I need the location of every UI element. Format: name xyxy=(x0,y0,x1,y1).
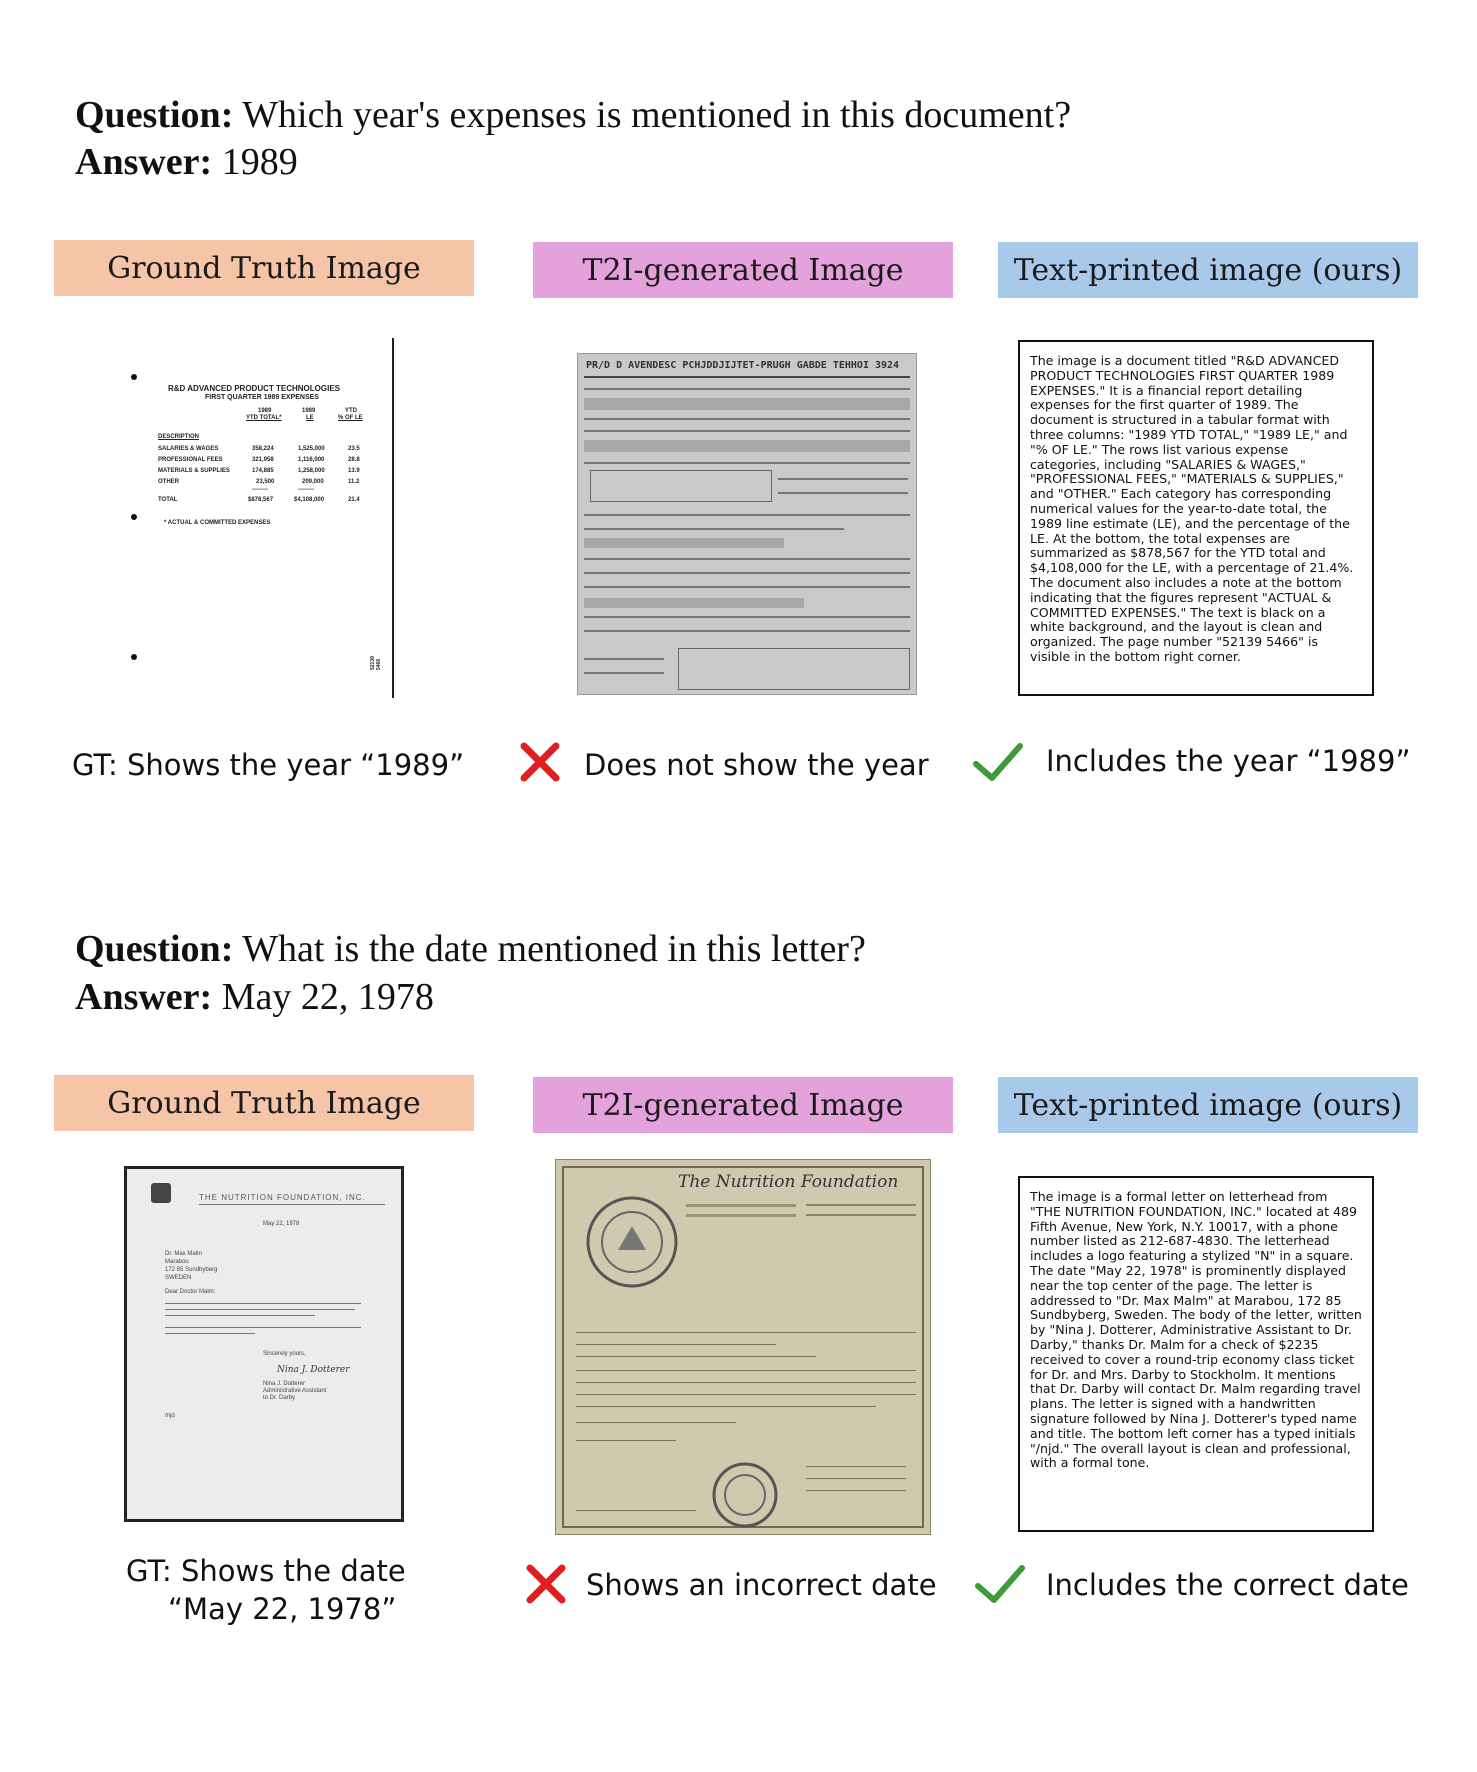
dashes: -------- xyxy=(252,487,268,493)
header-t2i: T2I-generated Image xyxy=(533,1077,953,1133)
question-label: Question: xyxy=(75,94,234,136)
rule xyxy=(576,1332,916,1333)
total-le: $4,108,000 xyxy=(294,497,325,503)
total-name: TOTAL xyxy=(158,497,178,503)
rule xyxy=(584,672,664,674)
page-number: 52139 5466 xyxy=(370,656,382,670)
t2i-letter-image xyxy=(555,1159,931,1535)
rule xyxy=(584,418,910,420)
rule xyxy=(576,1394,916,1395)
punch-hole xyxy=(131,514,137,520)
caption-t2i: Does not show the year xyxy=(584,748,929,782)
body-text-line xyxy=(165,1309,355,1310)
signer-title: Administrative Assistant xyxy=(263,1388,327,1394)
closing: Sincerely yours, xyxy=(263,1351,306,1357)
header-ours: Text-printed image (ours) xyxy=(998,242,1418,298)
row-le: 1,116,000 xyxy=(298,457,325,463)
document-edge xyxy=(392,338,394,698)
seal-icon xyxy=(710,1460,780,1530)
description-header: DESCRIPTION xyxy=(158,434,200,440)
caption-ours: Includes the correct date xyxy=(1046,1568,1409,1602)
rule xyxy=(686,1204,796,1207)
rule xyxy=(584,514,910,516)
row-name: MATERIALS & SUPPLIES xyxy=(158,468,230,474)
rule xyxy=(584,630,910,632)
shaded-row xyxy=(584,538,784,548)
address-line: 172 85 Sundbyberg xyxy=(165,1267,218,1273)
rule xyxy=(576,1356,816,1357)
total-pct: 21.4 xyxy=(348,497,360,503)
body-text-line xyxy=(165,1303,361,1304)
punch-hole xyxy=(131,654,137,660)
body-text-line xyxy=(165,1315,315,1316)
address-line: Marabou xyxy=(165,1259,189,1265)
rule xyxy=(584,462,910,464)
answer-text: 1989 xyxy=(221,141,298,183)
rule xyxy=(584,616,910,618)
caption-ours: Includes the year “1989” xyxy=(1046,744,1411,778)
gt-document-image xyxy=(126,336,394,702)
rule xyxy=(584,572,910,574)
col-header: YTD TOTAL* xyxy=(246,415,282,421)
body-text-line xyxy=(165,1327,361,1328)
footnote: * ACTUAL & COMMITTED EXPENSES xyxy=(164,520,271,526)
row-ytd: 174,885 xyxy=(252,468,274,474)
rule xyxy=(584,430,910,432)
col-header: 1989 xyxy=(302,408,316,414)
dashes: -------- xyxy=(298,487,314,493)
rule xyxy=(576,1344,776,1345)
signer-title: to Dr. Darby xyxy=(263,1395,296,1401)
question-1 xyxy=(75,92,1071,138)
rule xyxy=(576,1440,676,1441)
t2i-garbled-title: PR/D D AVENDESC PCHJDDJIJTET-PRUGH GABDE TEHHOI 3924 xyxy=(586,360,900,371)
signature: Nina J. Dotterer xyxy=(277,1365,350,1375)
punch-hole xyxy=(131,374,137,380)
rule xyxy=(806,1466,906,1467)
rule xyxy=(806,1490,906,1491)
caption-gt-date: “May 22, 1978” xyxy=(168,1592,397,1626)
caption-t2i: Shows an incorrect date xyxy=(586,1568,937,1602)
rule xyxy=(584,558,910,560)
header-t2i: T2I-generated Image xyxy=(533,242,953,298)
letterhead: THE NUTRITION FOUNDATION, INC. xyxy=(199,1193,366,1202)
col-header: YTD xyxy=(345,408,357,414)
body-text-line xyxy=(165,1333,255,1334)
gt-letter-image xyxy=(124,1166,404,1522)
answer-label: Answer: xyxy=(75,141,213,183)
col-header: 1989 xyxy=(258,408,272,414)
question-2 xyxy=(75,926,866,972)
rule xyxy=(576,1370,916,1371)
cross-icon xyxy=(516,738,564,786)
rule xyxy=(806,1204,916,1206)
question-text: Which year's expenses is mentioned in this document? xyxy=(242,94,1072,136)
rule xyxy=(778,478,908,480)
shaded-row xyxy=(584,398,910,410)
row-ytd: 358,224 xyxy=(252,446,274,452)
row-le: 209,000 xyxy=(302,479,324,485)
rule xyxy=(806,1478,906,1479)
header-ground-truth: Ground Truth Image xyxy=(54,240,474,296)
row-ytd: 23,500 xyxy=(256,479,275,485)
total-ytd: $878,567 xyxy=(248,497,274,503)
header-ground-truth: Ground Truth Image xyxy=(54,1075,474,1131)
rule xyxy=(806,1214,916,1216)
header-ours: Text-printed image (ours) xyxy=(998,1077,1418,1133)
address-line: Dr. Max Malm xyxy=(165,1251,203,1257)
doc-subtitle: FIRST QUARTER 1989 EXPENSES xyxy=(205,394,319,401)
row-le: 1,525,000 xyxy=(298,446,325,452)
doc-title: R&D ADVANCED PRODUCT TECHNOLOGIES xyxy=(168,384,341,393)
answer-1 xyxy=(75,139,298,185)
check-icon xyxy=(972,1560,1028,1608)
rule xyxy=(584,388,910,390)
rule xyxy=(576,1382,916,1383)
rule xyxy=(576,1422,736,1423)
rule xyxy=(778,492,908,494)
row-pct: 13.9 xyxy=(348,468,360,474)
logo-icon xyxy=(151,1183,171,1203)
text-printed-image: The image is a formal letter on letterhead from "THE NUTRITION FOUNDATION, INC." located at 489 Fifth Avenue, New York, N.Y. 10017, with a phone number listed as 212-687-4830. The letterhead includes a logo featuring a stylized "N" in a square. The date "May 22, 1978" is prominently displayed near the top center of the page. The letter is addressed to "Dr. Max Malm" at Marabou, 172 85 Sundbyberg, Sweden. The body of the letter, written by "Nina J. Dotterer, Administrative Assistant to Dr. Darby," thanks Dr. Malm for a check of $2235 received to cover a round-trip economy class ticket for Dr. and Mrs. Darby to Stockholm. It mentions that Dr. Darby will contact Dr. Malm regarding travel plans. The letter is signed with a handwritten signature followed by Nina J. Dotterer's typed name and title. The bottom left corner has a typed initials "/njd." The overall layout is clean and professional, with a formal tone. xyxy=(1018,1176,1374,1532)
col-header: % OF LE xyxy=(338,415,363,421)
typist-initials: /njd xyxy=(165,1413,175,1419)
check-icon xyxy=(970,738,1026,786)
rule xyxy=(584,528,844,530)
rule xyxy=(584,376,910,378)
shaded-row xyxy=(584,440,910,452)
rule xyxy=(686,1214,796,1217)
rule xyxy=(576,1510,696,1511)
rule xyxy=(584,586,910,588)
answer-label: Answer: xyxy=(75,976,213,1018)
seal-icon xyxy=(584,1194,680,1290)
shaded-row xyxy=(584,598,804,608)
question-text: What is the date mentioned in this letter? xyxy=(242,928,866,970)
cross-icon xyxy=(522,1560,570,1608)
table-box xyxy=(678,648,910,690)
letter-date: May 22, 1978 xyxy=(263,1221,300,1227)
caption-gt: GT: Shows the date xyxy=(126,1554,406,1588)
answer-text: May 22, 1978 xyxy=(221,976,434,1018)
row-name: PROFESSIONAL FEES xyxy=(158,457,223,463)
answer-2 xyxy=(75,974,434,1020)
row-pct: 23.5 xyxy=(348,446,360,452)
row-name: SALARIES & WAGES xyxy=(158,446,219,452)
row-le: 1,258,000 xyxy=(298,468,325,474)
address-line: SWEDEN xyxy=(165,1275,192,1281)
row-ytd: 321,958 xyxy=(252,457,274,463)
t2i-letterhead: The Nutrition Foundation xyxy=(678,1172,899,1192)
rule xyxy=(576,1406,876,1407)
caption-gt: GT: Shows the year “1989” xyxy=(72,748,465,782)
row-pct: 11.2 xyxy=(348,479,360,485)
row-pct: 28.8 xyxy=(348,457,360,463)
letterhead-rule xyxy=(199,1204,385,1205)
table-box xyxy=(590,470,772,502)
question-label: Question: xyxy=(75,928,234,970)
col-header: LE xyxy=(306,415,314,421)
rule xyxy=(584,658,664,660)
text-printed-image: The image is a document titled "R&D ADVANCED PRODUCT TECHNOLOGIES FIRST QUARTER 1989 EXPENSES." It is a financial report detailing expenses for the first quarter of 1989. The document is structured in a tabular format with three columns: "1989 YTD TOTAL," "1989 LE," and "% OF LE." The rows list various expense categories, including "SALARIES & WAGES," "PROFESSIONAL FEES," "MATERIALS & SUPPLIES," and "OTHER." Each category has corresponding numerical values for the year-to-date total, the 1989 line estimate (LE), and the percentage of the LE. At the bottom, the total expenses are summarized as $878,567 for the YTD total and $4,108,000 for the LE, with a percentage of 21.4%. The document also includes a note at the bottom indicating that the figures represent "ACTUAL & COMMITTED EXPENSES." The text is black on a white background, and the layout is clean and organized. The page number "52139 5466" is visible in the bottom right corner. xyxy=(1018,340,1374,696)
t2i-document-image xyxy=(577,353,917,695)
salutation: Dear Doctor Malm: xyxy=(165,1289,216,1295)
signer-name: Nina J. Dotterer xyxy=(263,1381,306,1387)
row-name: OTHER xyxy=(158,479,179,485)
